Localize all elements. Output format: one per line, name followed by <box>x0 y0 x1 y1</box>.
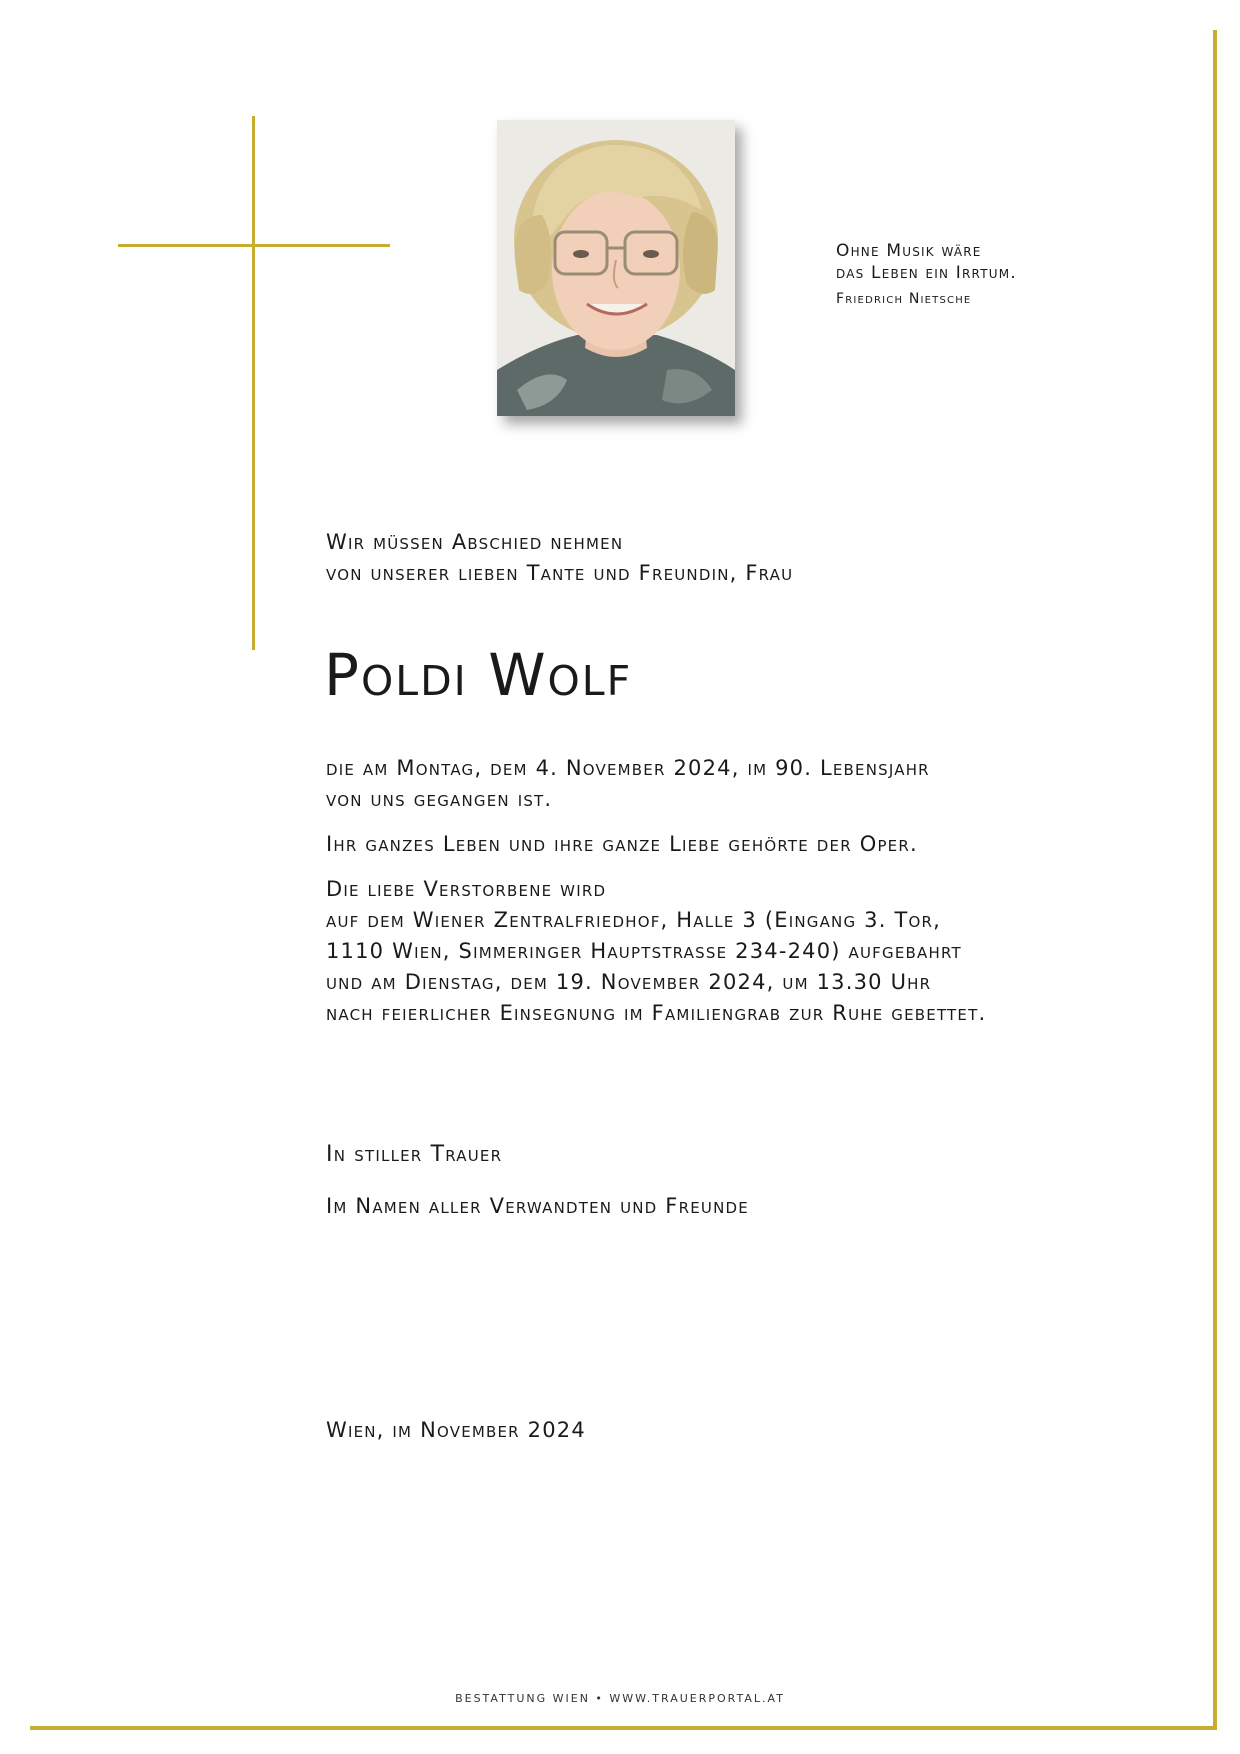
footer-text: BESTATTUNG WIEN • WWW.TRAUERPORTAL.AT <box>455 1692 785 1705</box>
quote-line-2: das Leben ein Irrtum. <box>836 263 1017 283</box>
death-line-2: von uns gegangen ist. <box>326 787 553 811</box>
burial-paragraph <box>326 874 986 1029</box>
frame-bottom-line <box>30 1726 1217 1730</box>
death-line-1: die am Montag, dem 4. November 2024, im 90. Lebensjahr <box>326 756 930 780</box>
place-date-text: Wien, im November 2024 <box>326 1418 586 1442</box>
intro-text <box>326 527 793 589</box>
quote-block <box>836 240 1017 310</box>
cross-vertical-bar <box>252 116 255 650</box>
deceased-name: Poldi Wolf <box>324 641 633 709</box>
burial-line-4: und am Dienstag, dem 19. November 2024, um 13.30 Uhr <box>326 970 932 994</box>
portrait-photo <box>497 120 735 416</box>
burial-line-1: Die liebe Verstorbene wird <box>326 877 607 901</box>
burial-line-2: auf dem Wiener Zentralfriedhof, Halle 3 (Eingang 3. Tor, <box>326 908 942 932</box>
frame-right-line <box>1213 30 1217 1730</box>
quote-author: Friedrich Nietsche <box>836 291 972 307</box>
opera-paragraph: Ihr ganzes Leben und ihre ganze Liebe gehörte der Oper. <box>326 832 918 856</box>
mourning-text: In stiller Trauer <box>326 1142 503 1167</box>
details-text <box>326 753 986 1043</box>
cross-horizontal-bar <box>118 244 390 247</box>
intro-line-1: Wir müssen Abschied nehmen <box>326 530 624 554</box>
burial-line-3: 1110 Wien, Simmeringer Hauptstrasse 234-240) aufgebahrt <box>326 939 962 963</box>
quote-line-1: Ohne Musik wäre <box>836 241 982 261</box>
signatory-text: Im Namen aller Verwandten und Freunde <box>326 1194 749 1218</box>
death-paragraph <box>326 753 986 815</box>
intro-line-2: von unserer lieben Tante und Freundin, Frau <box>326 561 794 585</box>
burial-line-5: nach feierlicher Einsegnung im Familiengrab zur Ruhe gebettet. <box>326 1001 987 1025</box>
